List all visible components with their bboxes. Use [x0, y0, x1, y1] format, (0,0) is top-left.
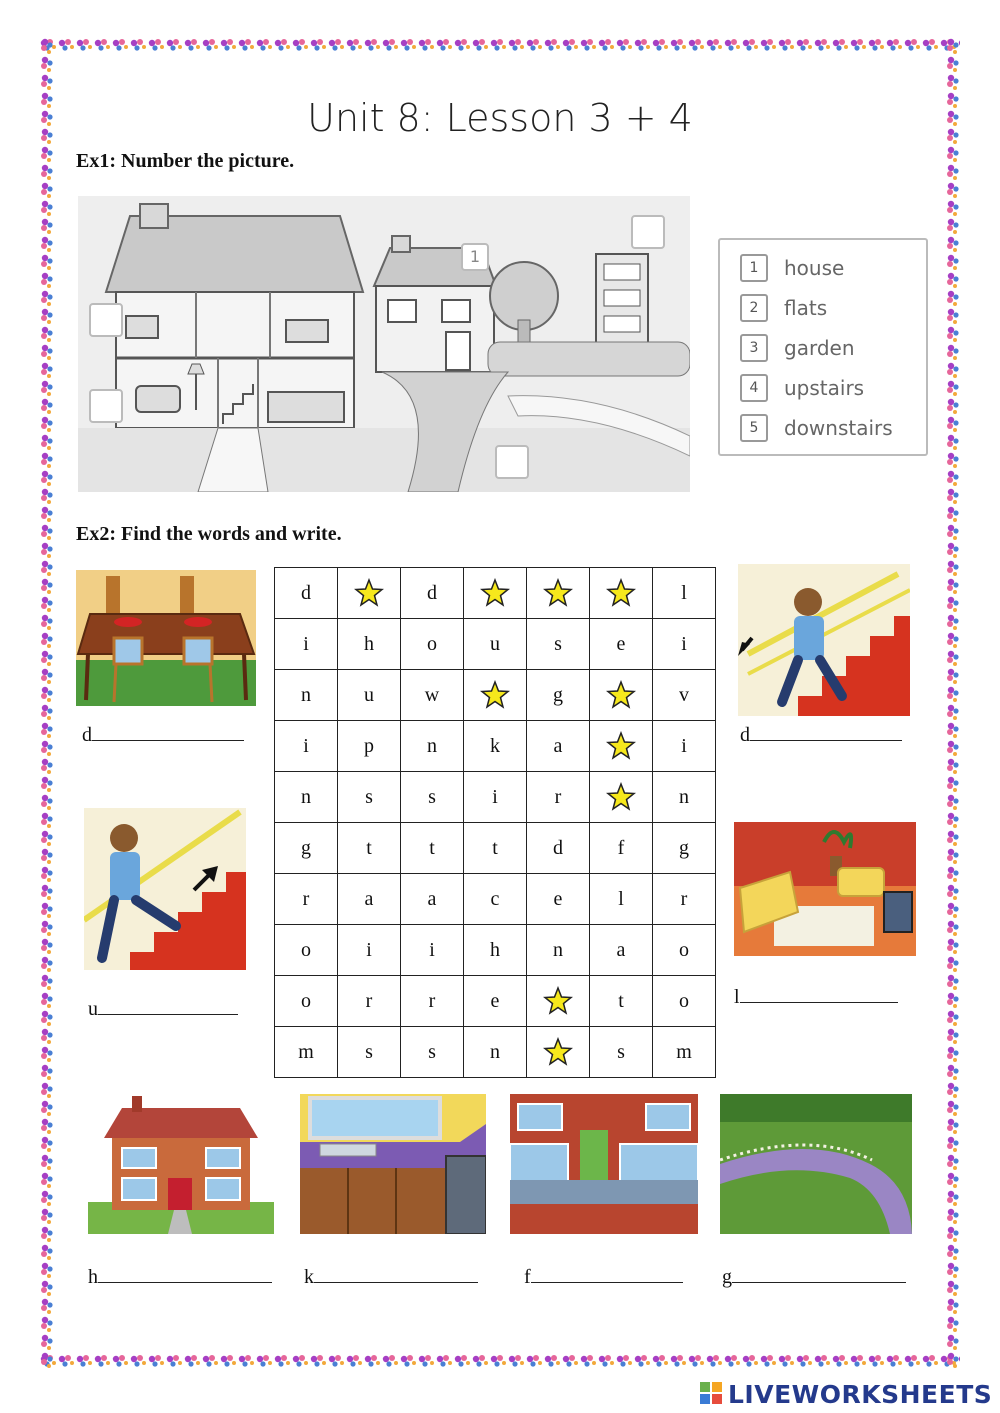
grid-cell-star[interactable]	[590, 772, 653, 823]
grid-cell[interactable]: n	[275, 772, 338, 823]
grid-cell[interactable]: n	[527, 925, 590, 976]
number-box-downstairs[interactable]	[90, 390, 122, 422]
grid-cell[interactable]: a	[527, 721, 590, 772]
grid-cell[interactable]: m	[275, 1027, 338, 1078]
grid-cell[interactable]: g	[653, 823, 716, 874]
grid-cell[interactable]: l	[590, 874, 653, 925]
grid-cell[interactable]: i	[275, 619, 338, 670]
number-box-flats[interactable]	[632, 216, 664, 248]
star-icon	[543, 1037, 573, 1067]
answer-line-dining[interactable]: d	[82, 724, 244, 747]
ex2-heading: Ex2: Find the words and write.	[76, 523, 342, 545]
decorative-border-top	[40, 38, 960, 52]
vocab-item: 4 upstairs	[740, 374, 864, 402]
house-picture	[88, 1094, 274, 1234]
grid-cell[interactable]: p	[338, 721, 401, 772]
flats-picture	[510, 1094, 698, 1234]
vocab-item: 5 downstairs	[740, 414, 893, 442]
grid-cell[interactable]: i	[464, 772, 527, 823]
grid-cell[interactable]: e	[464, 976, 527, 1027]
grid-cell[interactable]: s	[338, 1027, 401, 1078]
grid-cell[interactable]: s	[401, 772, 464, 823]
grid-cell-star[interactable]	[590, 670, 653, 721]
grid-cell-star[interactable]	[527, 976, 590, 1027]
answer-line-garden[interactable]: g	[722, 1266, 906, 1289]
ex1-heading: Ex1: Number the picture.	[76, 150, 295, 172]
grid-row	[275, 874, 716, 925]
vocab-item: 1 house	[740, 254, 844, 282]
grid-cell[interactable]: o	[653, 925, 716, 976]
vocabulary-box	[718, 238, 928, 456]
decorative-border-bottom	[40, 1354, 960, 1368]
grid-cell[interactable]: l	[653, 568, 716, 619]
grid-cell[interactable]: s	[338, 772, 401, 823]
grid-cell[interactable]: v	[653, 670, 716, 721]
house-number-label: 1	[469, 247, 481, 266]
number-box-garden[interactable]	[496, 446, 528, 478]
vocab-item: 2 flats	[740, 294, 827, 322]
grid-cell[interactable]: w	[401, 670, 464, 721]
kitchen-picture	[300, 1094, 486, 1234]
decorative-border-right	[946, 38, 960, 1368]
grid-cell[interactable]: e	[590, 619, 653, 670]
grid-cell[interactable]: a	[590, 925, 653, 976]
grid-cell[interactable]: e	[527, 874, 590, 925]
logo-text: LIVEWORKSHEETS	[728, 1379, 993, 1409]
answer-line-kitchen[interactable]: k	[304, 1266, 478, 1289]
grid-cell[interactable]: c	[464, 874, 527, 925]
grid-cell[interactable]: r	[401, 976, 464, 1027]
star-icon	[606, 680, 636, 710]
grid-cell[interactable]: n	[464, 1027, 527, 1078]
grid-cell[interactable]: d	[401, 568, 464, 619]
star-icon	[354, 578, 384, 608]
grid-cell-star[interactable]	[464, 670, 527, 721]
grid-cell[interactable]: m	[653, 1027, 716, 1078]
grid-cell[interactable]: n	[401, 721, 464, 772]
star-icon	[543, 578, 573, 608]
liveworksheets-logo[interactable]	[700, 1378, 992, 1410]
grid-cell[interactable]: h	[338, 619, 401, 670]
grid-cell[interactable]: s	[401, 1027, 464, 1078]
grid-cell[interactable]: r	[653, 874, 716, 925]
star-icon	[606, 731, 636, 761]
star-icon	[543, 986, 573, 1016]
grid-cell-star[interactable]	[464, 568, 527, 619]
grid-cell-star[interactable]	[338, 568, 401, 619]
page-title: Unit 8: Lesson 3 + 4	[307, 96, 693, 140]
grid-cell[interactable]: t	[401, 823, 464, 874]
grid-cell[interactable]: u	[338, 670, 401, 721]
grid-row	[275, 925, 716, 976]
star-icon	[606, 782, 636, 812]
garden-picture	[720, 1094, 912, 1234]
grid-cell[interactable]: r	[338, 976, 401, 1027]
grid-cell[interactable]: u	[464, 619, 527, 670]
grid-cell[interactable]: h	[464, 925, 527, 976]
grid-cell[interactable]: k	[464, 721, 527, 772]
grid-cell[interactable]: t	[590, 976, 653, 1027]
grid-cell[interactable]: r	[527, 772, 590, 823]
grid-cell[interactable]: i	[401, 925, 464, 976]
downstairs-picture	[738, 564, 910, 716]
grid-row	[275, 1027, 716, 1078]
grid-cell[interactable]: o	[275, 925, 338, 976]
grid-cell[interactable]: i	[338, 925, 401, 976]
answer-line-living[interactable]: l	[734, 986, 898, 1009]
grid-cell[interactable]: d	[275, 568, 338, 619]
dining-room-picture	[76, 570, 256, 706]
grid-row	[275, 976, 716, 1027]
grid-row	[275, 568, 716, 619]
grid-cell[interactable]: g	[275, 823, 338, 874]
grid-cell[interactable]: n	[653, 772, 716, 823]
grid-cell-star[interactable]	[527, 1027, 590, 1078]
grid-row	[275, 772, 716, 823]
vocab-item: 3 garden	[740, 334, 855, 362]
grid-cell[interactable]: i	[653, 619, 716, 670]
house-scene-illustration	[78, 196, 690, 492]
number-box-upstairs[interactable]	[90, 304, 122, 336]
logo-icon	[700, 1382, 724, 1406]
upstairs-picture	[84, 808, 246, 970]
grid-cell[interactable]: d	[527, 823, 590, 874]
grid-cell[interactable]: a	[401, 874, 464, 925]
grid-cell-star[interactable]	[590, 721, 653, 772]
answer-line-upstairs[interactable]: u	[88, 998, 238, 1021]
grid-cell[interactable]: o	[653, 976, 716, 1027]
star-icon	[480, 578, 510, 608]
grid-cell[interactable]: g	[527, 670, 590, 721]
grid-cell[interactable]: f	[590, 823, 653, 874]
grid-cell[interactable]: n	[275, 670, 338, 721]
word-search-grid	[274, 567, 716, 1078]
grid-cell-star[interactable]	[590, 568, 653, 619]
star-icon	[606, 578, 636, 608]
grid-cell[interactable]: a	[338, 874, 401, 925]
answer-line-downstairs[interactable]: d	[740, 724, 902, 747]
decorative-border-left	[40, 38, 54, 1368]
grid-cell[interactable]: t	[464, 823, 527, 874]
grid-cell-star[interactable]	[527, 568, 590, 619]
grid-cell[interactable]: i	[275, 721, 338, 772]
grid-cell[interactable]: o	[401, 619, 464, 670]
grid-row	[275, 670, 716, 721]
grid-cell[interactable]: r	[275, 874, 338, 925]
grid-row	[275, 721, 716, 772]
answer-line-flats[interactable]: f	[524, 1266, 683, 1289]
answer-line-house[interactable]: h	[88, 1266, 272, 1289]
star-icon	[480, 680, 510, 710]
grid-cell[interactable]: i	[653, 721, 716, 772]
grid-cell[interactable]: t	[338, 823, 401, 874]
grid-cell[interactable]: s	[590, 1027, 653, 1078]
living-room-picture	[734, 822, 916, 956]
grid-row	[275, 823, 716, 874]
grid-cell[interactable]: o	[275, 976, 338, 1027]
grid-row	[275, 619, 716, 670]
grid-cell[interactable]: s	[527, 619, 590, 670]
